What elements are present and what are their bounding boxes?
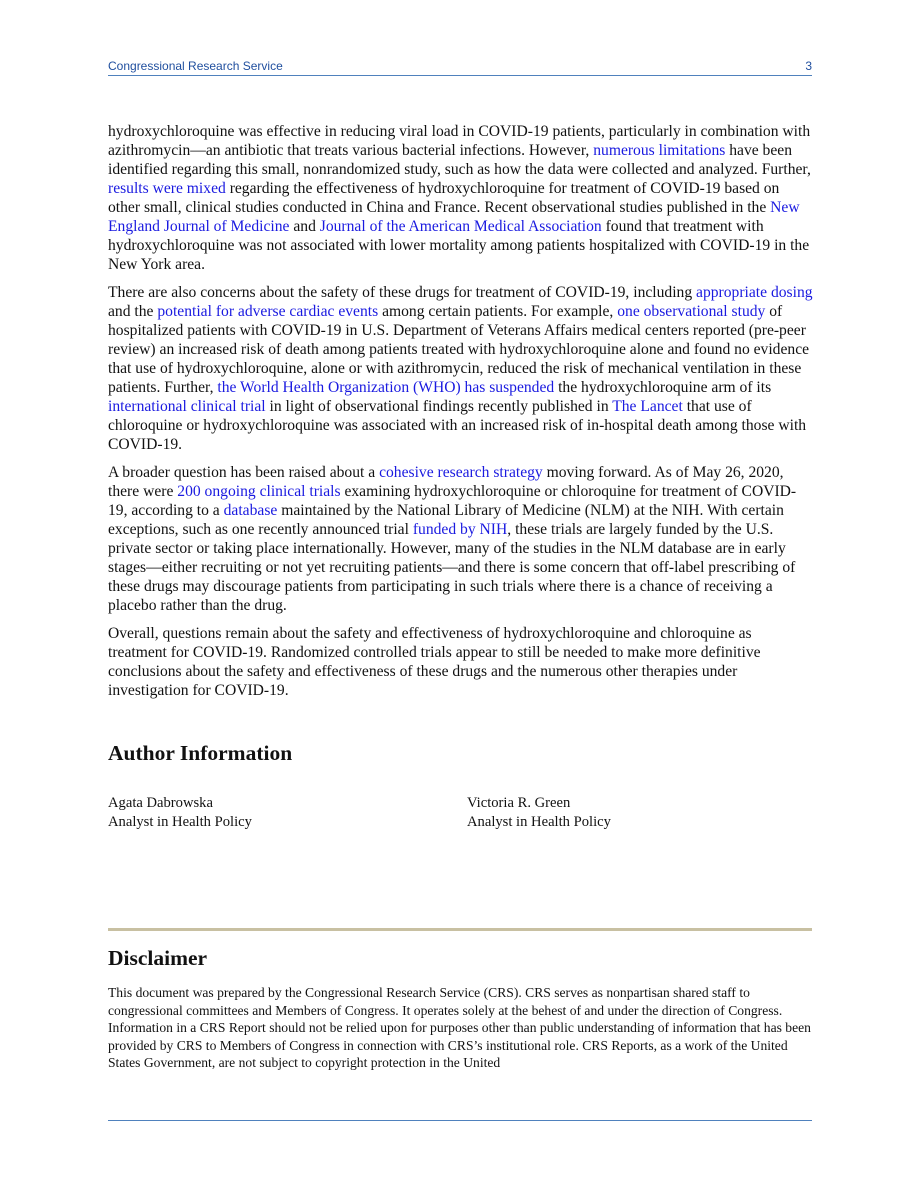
author-information-heading: Author Information [108,741,293,765]
text-run: of hospitalized patients with COVID-19 in U.S. Department of Veterans Affairs medical centers reported (pre-peer review) an increased risk of death among patients treated with hydroxychloroquine alone and found no evidence that use of hydroxychloroquine, alone or with azithromycin, reduced the risk of mechanical ventilation in these patients. Further, [108,303,810,396]
text-run: that use of chloroquine or hydroxychloroquine was associated with an increased risk of in-hospital death among those with COVID-19. [108,398,807,453]
paragraph-1 [108,122,814,274]
section-divider [108,928,812,931]
footer-rule [108,1120,812,1121]
text-run: and [289,218,320,235]
text-run: A broader question has been raised about a [108,464,380,481]
disclaimer-text: This document was prepared by the Congressional Research Service (CRS). CRS serves as nonpartisan shared staff to congressional committees and Members of Congress. It operates solely at the behest of and under the direction of Congress. Information in a CRS Report should not be relied upon for purposes other than public understanding of information that has been provided by CRS to Members of Congress in connection with CRS’s institutional role. CRS Reports, as a work of the United States Government, are not subject to copyright protection in the United [108,985,811,1071]
hyperlink[interactable]: The Lancet [612,398,683,415]
text-run: in light of observational findings recently published in [265,398,613,415]
hyperlink[interactable]: appropriate dosing [696,284,813,301]
text-run: examining hydroxychloroquine or chloroquine for treatment of COVID-19, according to a [108,483,797,519]
author-block-1 [108,794,252,831]
author-block-2 [467,794,611,831]
text-run: the hydroxychloroquine arm of its [554,379,772,396]
hyperlink[interactable]: results were mixed [108,180,226,197]
text-run: moving forward. As of May 26, 2020, there were [108,464,784,500]
author-name: Victoria R. Green [467,795,571,811]
text-run: hydroxychloroquine was effective in reducing viral load in COVID-19 patients, particularly in combination with azithromycin—an antibiotic that treats various bacterial infections. However, [108,123,811,159]
text-run: There are also concerns about the safety of these drugs for treatment of COVID-19, including [108,284,697,301]
author-title: Analyst in Health Policy [467,813,611,830]
hyperlink[interactable]: database [223,502,278,519]
text-run: found that treatment with hydroxychloroquine was not associated with lower mortality among patients hospitalized with COVID-19 in the New York area. [108,218,810,273]
text-run: have been identified regarding this small, nonrandomized study, such as how the data were collected and analyzed. Further, [108,142,811,178]
text-run: among certain patients. For example, [378,303,618,320]
hyperlink[interactable]: cohesive research strategy [379,464,543,481]
hyperlink[interactable]: numerous limitations [593,142,726,159]
hyperlink[interactable]: funded by NIH [412,521,508,538]
hyperlink[interactable]: New England Journal of Medicine [108,199,800,235]
author-name: Agata Dabrowska [108,795,213,811]
paragraph-3 [108,463,814,615]
page-number: 3 [805,59,812,73]
text-run: maintained by the National Library of Medicine (NLM) at the NIH. With certain exceptions, such as one recently announced trial [108,502,784,538]
hyperlink[interactable]: Journal of the American Medical Association [319,218,602,235]
paragraph-4 [108,624,814,700]
hyperlink[interactable]: potential for adverse cardiac events [157,303,379,320]
text-run: Overall, questions remain about the safety and effectiveness of hydroxychloroquine and chloroquine as treatment for COVID-19. Randomized controlled trials appear to still be needed to make more definitive conclusions about the safety and effectiveness of these drugs and the numerous other therapies under investigation for COVID-19. [108,625,761,699]
hyperlink[interactable]: 200 ongoing clinical trials [177,483,341,500]
author-title: Analyst in Health Policy [108,813,252,830]
header-org-name: Congressional Research Service [108,59,283,73]
hyperlink[interactable]: one observational study [617,303,766,320]
disclaimer-heading: Disclaimer [108,946,208,970]
page-header [108,57,812,76]
text-run: and the [108,303,158,320]
hyperlink[interactable]: the World Health Organization (WHO) has suspended [217,379,555,396]
paragraph-2 [108,283,814,454]
text-run: regarding the effectiveness of hydroxychloroquine for treatment of COVID-19 based on other small, clinical studies conducted in China and France. Recent observational studies published in the [108,180,780,216]
text-run: , these trials are largely funded by the U.S. private sector or taking place internationally. However, many of the studies in the NLM database are in early stages—either recruiting or not yet recruiting patients—and there is some concern that off-label prescribing of these drugs may discourage patients from participating in such trials where there is a chance of receiving a placebo rather than the drug. [108,521,796,614]
hyperlink[interactable]: international clinical trial [108,398,266,415]
body-text [108,122,814,709]
